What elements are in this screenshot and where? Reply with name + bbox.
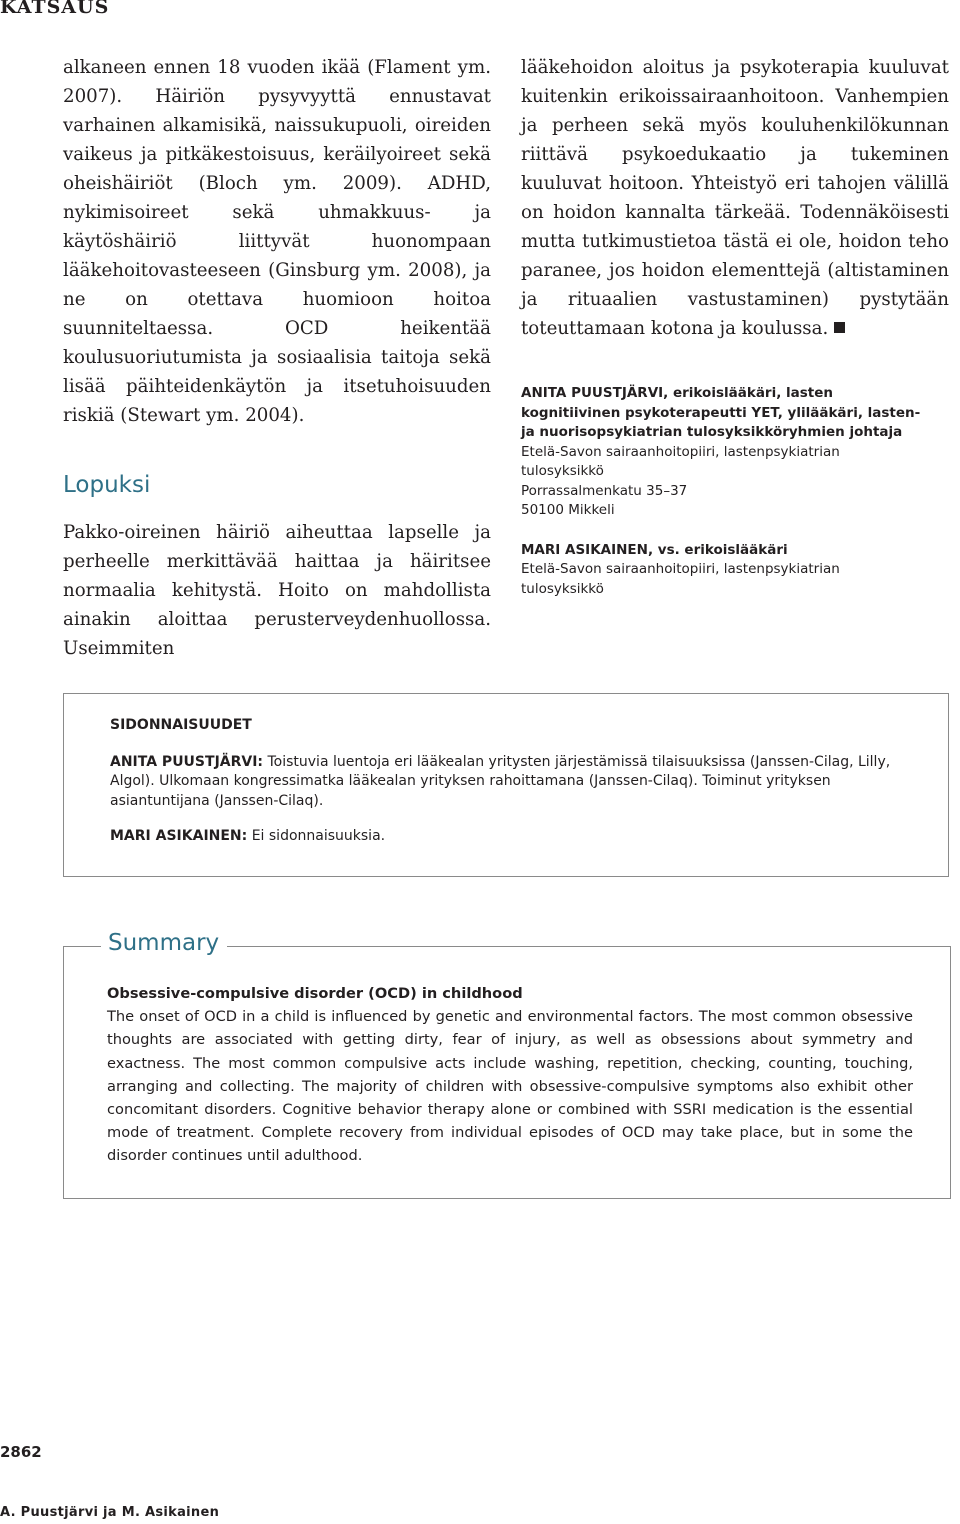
section-label: KATSAUS — [0, 0, 110, 18]
right-column — [521, 53, 949, 343]
section-heading: Lopuksi — [63, 472, 151, 498]
summary-body — [107, 982, 913, 1168]
author-heading: ANITA PUUSTJÄRVI, erikoislääkäri, lasten kognitiivinen psykoterapeutti YET, ylilääkäri, lasten- ja nuorisopsykiatrian tulosyksikköryhmien johtaja — [521, 385, 921, 440]
summary-title: Summary — [108, 930, 220, 956]
author-postal-address: 50100 Mikkeli — [521, 502, 615, 518]
summary-box — [63, 930, 951, 1199]
left-column — [63, 53, 491, 663]
author-affiliation: Etelä-Savon sairaanhoitopiiri, lastenpsykiatrian tulosyksikkö — [521, 561, 840, 597]
author-information — [521, 384, 921, 599]
conflict-text: Ei sidonnaisuuksia. — [251, 828, 386, 844]
conflict-text: Toistuvia luentoja eri lääkealan yritysten järjestämissä tilaisuuksissa (Janssen-Cilag, Lilly, Algol). Ulkomaan kongressimatka lääkealan yrityksen rahoittamana (Janssen-Cilaq). Toiminut yrityksen asiantuntijana (Janssen-Cilaq). — [110, 753, 891, 809]
body-paragraph-text: lääkehoidon aloitus ja psykoterapia kuuluvat kuitenkin erikoissairaanhoitoon. Vanhempien ja perheen sekä myös kouluhenkilökunnan riittävä psykoedukaatio ja tukeminen kuuluvat hoitoon. Yhteistyö eri tahojen välillä on hoidon kannalta tärkeää. Todennäköisesti mutta tutkimustietoa tästä ei ole, hoidon teho paranee, jos hoidon elementtejä (altistaminen ja rituaalien vastustaminen) pystytään toteuttamaan kotona ja koulussa. — [521, 57, 949, 339]
box-border-segment — [63, 946, 101, 947]
footer-authors: A. Puustjärvi ja M. Asikainen — [0, 1505, 220, 1520]
body-paragraph: alkaneen ennen 18 vuoden ikää (Flament ym. 2007). Häiriön pysyvyyttä ennustavat varhainen alkamisikä, naissukupuoli, oireiden vaikeus ja pitkäkestoisuus, keräilyoireet sekä oheishäiriöt (Bloch ym. 2009). ADHD, nykimisoireet sekä uhmakkuus- ja käytöshäiriö liittyvät huonompaan lääkehoitovasteeseen (Ginsburg ym. 2008), ja ne on otettava huomioon hoitoa suunniteltaessa. OCD heikentää koulusuoriutumista ja sosiaalisia taitoja sekä lisää päihteidenkäytön ja itsetuhoisuuden riskiä (Stewart ym. 2004). — [63, 57, 491, 426]
conflict-author-name: ANITA PUUSTJÄRVI: — [110, 753, 264, 770]
box-border-segment — [227, 946, 951, 947]
conflict-author-name: MARI ASIKAINEN: — [110, 828, 248, 844]
conflicts-of-interest-box — [63, 693, 949, 877]
summary-subtitle: Obsessive-compulsive disorder (OCD) in childhood — [107, 985, 523, 1002]
summary-text: The onset of OCD in a child is influenced by genetic and environmental factors. The most common obsessive thoughts are associated with getting dirty, fear of injury, as well as obsessions about symmetry and exactness. The most common compulsive acts include washing, repetition, checking, counting, touching, arranging and collecting. The majority of children with obsessive-compulsive symptoms also exhibit other concomitant disorders. Cognitive behavior therapy alone or combined with SSRI medication is the essential mode of treatment. Complete recovery from individual episodes of OCD may take place, but in some the disorder continues until adulthood. — [107, 1008, 913, 1165]
page-number: 2862 — [0, 1443, 42, 1461]
author-heading: MARI ASIKAINEN, vs. erikoislääkäri — [521, 541, 788, 558]
author-street-address: Porrassalmenkatu 35–37 — [521, 482, 688, 499]
end-of-article-mark — [834, 322, 845, 333]
body-paragraph — [521, 53, 949, 343]
conflict-statement — [110, 753, 904, 812]
author-affiliation: Etelä-Savon sairaanhoitopiiri, lastenpsykiatrian tulosyksikkö — [521, 443, 840, 479]
conflicts-title: SIDONNAISUUDET — [110, 717, 252, 733]
body-paragraph: Pakko-oireinen häiriö aiheuttaa lapselle ja perheelle merkittävää haittaa ja häiritsee normaalia kehitystä. Hoito on mahdollista ainakin aloittaa perusterveydenhuollossa. Useimmiten — [63, 522, 491, 659]
conflict-statement — [110, 827, 904, 847]
